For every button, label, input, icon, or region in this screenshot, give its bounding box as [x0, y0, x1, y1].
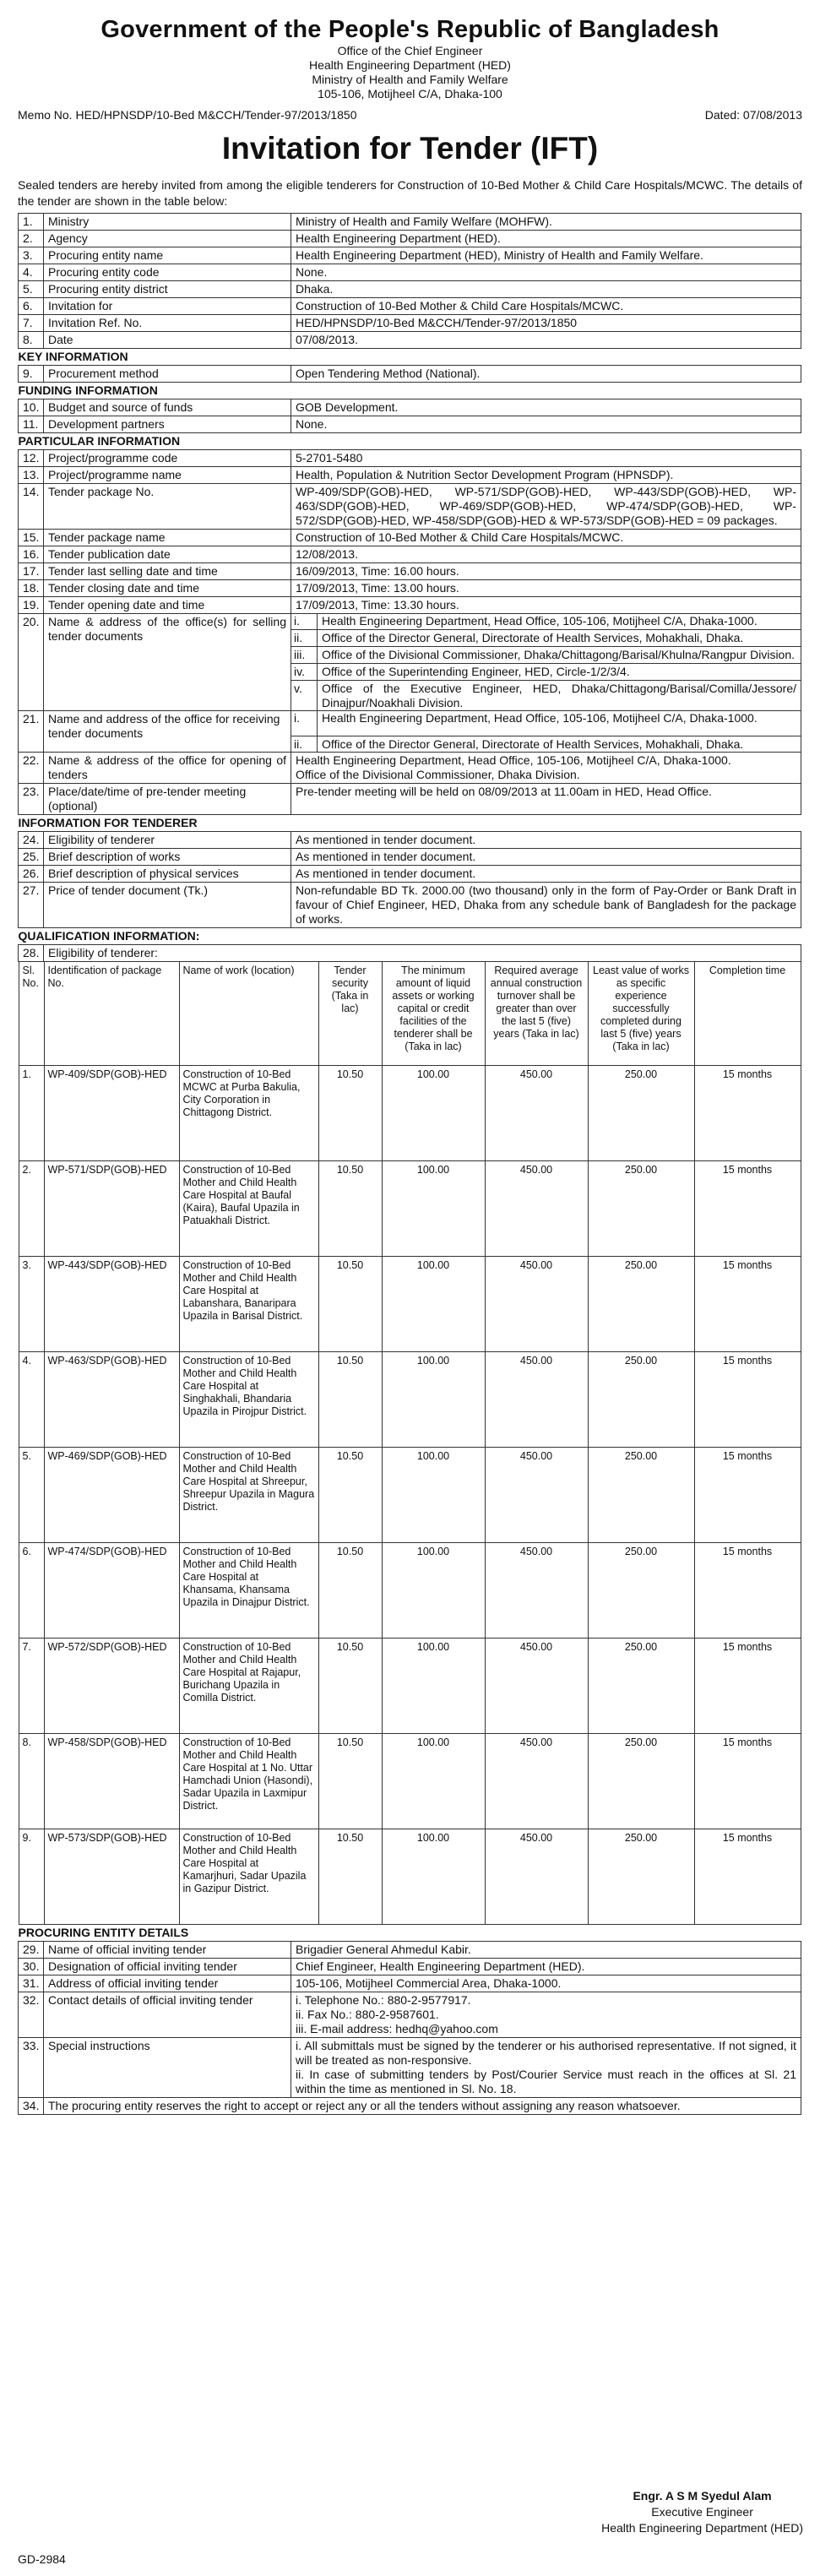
row-label: Project/programme name — [44, 467, 291, 484]
row-number: 6. — [19, 298, 44, 315]
row-value: As mentioned in tender document. — [291, 832, 801, 849]
row-number: 26. — [19, 866, 44, 883]
table-row — [19, 1992, 801, 2038]
sl-cell: 6. — [19, 1543, 44, 1639]
row-number: 13. — [19, 467, 44, 484]
work-cell: Construction of 10-Bed Mother and Child Health Care Hospital at Rajapur, Burichang Upazila in Comilla District. — [179, 1639, 318, 1734]
list-marker: ii. — [291, 630, 318, 647]
row-value: Health Engineering Department (HED). — [291, 231, 801, 247]
package-cell: WP-573/SDP(GOB)-HED — [44, 1829, 179, 1925]
row-label: Special instructions — [44, 2038, 291, 2098]
row-label: Price of tender document (Tk.) — [44, 883, 291, 928]
row-number: 29. — [19, 1942, 44, 1959]
row-number: 23. — [19, 784, 44, 815]
turnover-cell: 450.00 — [485, 1734, 588, 1829]
security-cell: 10.50 — [318, 1352, 382, 1448]
section-information-for-tenderer: INFORMATION FOR TENDERER — [19, 815, 801, 832]
liquid-cell: 100.00 — [382, 1734, 485, 1829]
row-number: 10. — [19, 399, 44, 416]
row-value: GOB Development. — [291, 399, 801, 416]
package-cell: WP-572/SDP(GOB)-HED — [44, 1639, 179, 1734]
experience-cell: 250.00 — [588, 1448, 694, 1543]
list-text: Office of the Executive Engineer, HED, Dhaka/Chittagong/Barisal/Comilla/Jessore/ Dinajpur/Noakhali Division. — [322, 682, 796, 709]
row-value: 17/09/2013, Time: 13.30 hours. — [291, 597, 801, 614]
qualification-header-row — [19, 962, 801, 1066]
row-label: Brief description of works — [44, 849, 291, 866]
row-label: Procurement method — [44, 366, 291, 383]
list-marker: iv. — [291, 664, 318, 681]
row-label: Agency — [44, 231, 291, 247]
row-label: Place/date/time of pre-tender meeting (optional) — [44, 784, 291, 815]
table-row — [19, 1942, 801, 1959]
row-label: Ministry — [44, 214, 291, 231]
row-value: Chief Engineer, Health Engineering Department (HED). — [291, 1959, 801, 1975]
liquid-cell: 100.00 — [382, 1829, 485, 1925]
row-label: Brief description of physical services — [44, 866, 291, 883]
table-row — [19, 1352, 801, 1448]
turnover-cell: 450.00 — [485, 1829, 588, 1925]
list-text: Office of the Divisional Commissioner, Dhaka/Chittagong/Barisal/Khulna/Rangpur Division. — [318, 647, 801, 664]
address-line: 105-106, Motijheel C/A, Dhaka-100 — [318, 87, 502, 101]
col-header-completion: Completion time — [694, 962, 801, 1066]
ministry-line: Ministry of Health and Family Welfare — [312, 73, 508, 86]
opening-office-1: Health Engineering Department, Head Office, 105-106, Motijheel C/A, Dhaka-1000. — [296, 753, 731, 767]
row-number: 15. — [19, 530, 44, 546]
table-row — [19, 597, 801, 614]
list-marker: i. — [291, 710, 318, 736]
work-cell: Construction of 10-Bed Mother and Child Health Care Hospital at Singhakhali, Bhandaria Upazila in Pirojpur District. — [179, 1352, 318, 1448]
list-item — [291, 681, 801, 712]
table-row — [19, 849, 801, 866]
security-cell: 10.50 — [318, 1639, 382, 1734]
table-row — [19, 1448, 801, 1543]
row-label: Name and address of the office for receiving tender documents — [44, 711, 291, 753]
col-header-sl: Sl. No. — [19, 962, 44, 1066]
row-number: 3. — [19, 247, 44, 264]
table-row — [19, 1829, 801, 1925]
row-number: 1. — [19, 214, 44, 231]
completion-cell: 15 months — [694, 1066, 801, 1161]
completion-cell: 15 months — [694, 1161, 801, 1257]
row-value: Health, Population & Nutrition Sector Development Program (HPNSDP). — [291, 467, 801, 484]
list-item — [291, 647, 801, 664]
package-cell: WP-571/SDP(GOB)-HED — [44, 1161, 179, 1257]
row-label: Procuring entity district — [44, 281, 291, 298]
row-value: Brigadier General Ahmedul Kabir. — [291, 1942, 801, 1959]
experience-cell: 250.00 — [588, 1257, 694, 1352]
row-number: 27. — [19, 883, 44, 928]
liquid-cell: 100.00 — [382, 1066, 485, 1161]
col-header-package: Identification of package No. — [44, 962, 179, 1066]
row-value: 5-2701-5480 — [291, 450, 801, 467]
row-value: Pre-tender meeting will be held on 08/09/2013 at 11.00am in HED, Head Office. — [291, 784, 801, 815]
gd-number: GD-2984 — [18, 2552, 66, 2566]
row-label: Tender package name — [44, 530, 291, 546]
col-header-experience: Least value of works as specific experience successfully completed during last 5 (five) years (Taka in lac) — [588, 962, 694, 1066]
table-row — [19, 467, 801, 484]
row-value: As mentioned in tender document. — [291, 866, 801, 883]
col-header-liquid-assets: The minimum amount of liquid assets or working capital or credit facilities of the tenderer shall be (Taka in lac) — [382, 962, 485, 1066]
table-row — [19, 563, 801, 580]
row-label: Development partners — [44, 416, 291, 433]
security-cell: 10.50 — [318, 1543, 382, 1639]
package-cell: WP-443/SDP(GOB)-HED — [44, 1257, 179, 1352]
row-number: 2. — [19, 231, 44, 247]
completion-cell: 15 months — [694, 1829, 801, 1925]
row-label: Date — [44, 332, 291, 349]
table-row — [19, 866, 801, 883]
sl-cell: 3. — [19, 1257, 44, 1352]
row-value: 105-106, Motijheel Commercial Area, Dhaka-1000. — [291, 1975, 801, 1992]
section-heading — [19, 383, 801, 399]
package-cell: WP-463/SDP(GOB)-HED — [44, 1352, 179, 1448]
sl-cell: 2. — [19, 1161, 44, 1257]
table-row — [19, 1257, 801, 1352]
selling-offices-list — [291, 613, 801, 711]
list-text: Office of the Director General, Directorate of Health Services, Mohakhali, Dhaka. — [318, 630, 801, 647]
row-value: Construction of 10-Bed Mother & Child Care Hospitals/MCWC. — [291, 298, 801, 315]
sl-cell: 9. — [19, 1829, 44, 1925]
row-value: None. — [291, 416, 801, 433]
office-line: Office of the Chief Engineer — [337, 44, 483, 57]
row-number: 32. — [19, 1992, 44, 2038]
table-row — [19, 784, 801, 815]
row-number: 14. — [19, 484, 44, 530]
security-cell: 10.50 — [318, 1829, 382, 1925]
row-number: 16. — [19, 546, 44, 563]
table-row — [19, 484, 801, 530]
row-number: 20. — [19, 614, 44, 711]
table-row — [19, 332, 801, 349]
qualification-table-row — [19, 962, 801, 1925]
list-marker: v. — [291, 681, 318, 712]
table-row — [19, 264, 801, 281]
row-value: Construction of 10-Bed Mother & Child Care Hospitals/MCWC. — [291, 530, 801, 546]
experience-cell: 250.00 — [588, 1639, 694, 1734]
row-value: WP-409/SDP(GOB)-HED, WP-571/SDP(GOB)-HED, WP-443/SDP(GOB)-HED, WP-463/SDP(GOB)-HED, WP-469/SDP(GOB)-HED, WP-474/SDP(GOB)-HED, WP-572/SDP(GOB)-HED, WP-458/SDP(GOB)-HED & WP-573/SDP(GOB)-HED = 09 packages. — [291, 484, 801, 530]
package-cell: WP-469/SDP(GOB)-HED — [44, 1448, 179, 1543]
experience-cell: 250.00 — [588, 1161, 694, 1257]
row-value: 16/09/2013, Time: 16.00 hours. — [291, 563, 801, 580]
liquid-cell: 100.00 — [382, 1639, 485, 1734]
sl-cell: 4. — [19, 1352, 44, 1448]
table-row — [19, 214, 801, 231]
row-label: Tender closing date and time — [44, 580, 291, 597]
opening-office-2: Office of the Divisional Commissioner, Dhaka Division. — [296, 768, 580, 781]
row-label: Designation of official inviting tender — [44, 1959, 291, 1975]
row-value — [291, 711, 801, 753]
table-row — [19, 1959, 801, 1975]
work-cell: Construction of 10-Bed Mother and Child Health Care Hospital at Shreepur, Shreepur Upazila in Magura District. — [179, 1448, 318, 1543]
table-row — [19, 298, 801, 315]
row-value: None. — [291, 264, 801, 281]
package-cell: WP-409/SDP(GOB)-HED — [44, 1066, 179, 1161]
work-cell: Construction of 10-Bed Mother and Child Health Care Hospital at Kamarjhuri, Sadar Upazila in Gazipur District. — [179, 1829, 318, 1925]
table-row — [19, 2098, 801, 2115]
row-value: Ministry of Health and Family Welfare (MOHFW). — [291, 214, 801, 231]
table-row — [19, 399, 801, 416]
work-cell: Construction of 10-Bed Mother and Child Health Care Hospital at Labanshara, Banaripara Upazila in Barisal District. — [179, 1257, 318, 1352]
signatory-name: Engr. A S M Syedul Alam — [633, 2489, 772, 2503]
list-marker: i. — [291, 613, 318, 630]
turnover-cell: 450.00 — [485, 1639, 588, 1734]
tender-details-table — [18, 213, 801, 2115]
section-key-information: KEY INFORMATION — [19, 349, 801, 366]
intro-paragraph: Sealed tenders are hereby invited from among the eligible tenderers for Construction of 10-Bed Mother & Child Care Hospitals/MCWC. The details of the tender are shown in the table below: — [18, 178, 802, 208]
col-header-security: Tender security (Taka in lac) — [318, 962, 382, 1066]
turnover-cell: 450.00 — [485, 1161, 588, 1257]
turnover-cell: 450.00 — [485, 1448, 588, 1543]
sl-cell: 7. — [19, 1639, 44, 1734]
row-number: 12. — [19, 450, 44, 467]
section-qualification-information: QUALIFICATION INFORMATION: — [19, 928, 801, 945]
row-label: Eligibility of tenderer — [44, 832, 291, 849]
experience-cell: 250.00 — [588, 1352, 694, 1448]
row-number: 28. — [19, 945, 44, 962]
signatory-title: Executive Engineer — [651, 2505, 753, 2519]
row-label: Address of official inviting tender — [44, 1975, 291, 1992]
row-value: 17/09/2013, Time: 13.00 hours. — [291, 580, 801, 597]
row-number: 25. — [19, 849, 44, 866]
section-heading — [19, 815, 801, 832]
instruction-2: ii. In case of submitting tenders by Post/Courier Service must reach in the offices at Sl. 21 within the time as mentioned in Sl. No. 18. — [296, 2068, 796, 2095]
experience-cell: 250.00 — [588, 1543, 694, 1639]
turnover-cell: 450.00 — [485, 1543, 588, 1639]
security-cell: 10.50 — [318, 1734, 382, 1829]
memo-row — [18, 106, 802, 125]
liquid-cell: 100.00 — [382, 1161, 485, 1257]
receiving-offices-list — [291, 710, 801, 753]
completion-cell: 15 months — [694, 1448, 801, 1543]
table-row — [19, 231, 801, 247]
experience-cell: 250.00 — [588, 1829, 694, 1925]
experience-cell: 250.00 — [588, 1734, 694, 1829]
section-funding-information: FUNDING INFORMATION — [19, 383, 801, 399]
row-number: 22. — [19, 753, 44, 784]
turnover-cell: 450.00 — [485, 1352, 588, 1448]
liquid-cell: 100.00 — [382, 1257, 485, 1352]
table-row — [19, 580, 801, 597]
row-label: Invitation Ref. No. — [44, 315, 291, 332]
work-cell: Construction of 10-Bed Mother and Child Health Care Hospital at 1 No. Uttar Hamchadi Union (Hasondi), Sadar Upazila in Laxmipur District. — [179, 1734, 318, 1829]
memo-date: Dated: 07/08/2013 — [704, 108, 802, 122]
section-particular-information: PARTICULAR INFORMATION — [19, 433, 801, 450]
section-heading — [19, 1925, 801, 1942]
row-value: 07/08/2013. — [291, 332, 801, 349]
list-item — [291, 736, 801, 753]
table-row — [19, 1975, 801, 1992]
row-number: 34. — [19, 2098, 44, 2115]
row-label: Budget and source of funds — [44, 399, 291, 416]
row-value: Non-refundable BD Tk. 2000.00 (two thousand) only in the form of Pay-Order or Bank Draft in favour of Chief Engineer, HED, Dhaka from any schedule bank of Bangladesh for the package of works. — [291, 883, 801, 928]
liquid-cell: 100.00 — [382, 1543, 485, 1639]
work-cell: Construction of 10-Bed Mother and Child Health Care Hospital at Baufal (Kaira), Baufal Upazila in Patuakhali District. — [179, 1161, 318, 1257]
list-text: Health Engineering Department, Head Office, 105-106, Motijheel C/A, Dhaka-1000. — [318, 613, 801, 630]
row-number: 8. — [19, 332, 44, 349]
list-item — [291, 630, 801, 647]
table-row — [19, 2038, 801, 2098]
list-marker: ii. — [291, 736, 318, 753]
row-label: Tender package No. — [44, 484, 291, 530]
work-cell: Construction of 10-Bed MCWC at Purba Bakulia, City Corporation in Chittagong District. — [179, 1066, 318, 1161]
row-value: The procuring entity reserves the right to accept or reject any or all the tenders without assigning any reason whatsoever. — [44, 2098, 801, 2115]
security-cell: 10.50 — [318, 1257, 382, 1352]
telephone-line: i. Telephone No.: 880-2-9577917. — [296, 1993, 471, 2007]
ift-title: Invitation for Tender (IFT) — [221, 131, 599, 166]
row-number: 18. — [19, 580, 44, 597]
turnover-cell: 450.00 — [485, 1257, 588, 1352]
email-line: iii. E-mail address: hedhq@yahoo.com — [296, 2022, 498, 2035]
table-row — [19, 416, 801, 433]
row-value: 12/08/2013. — [291, 546, 801, 563]
table-row — [19, 450, 801, 467]
table-row — [19, 711, 801, 753]
table-row — [19, 1639, 801, 1734]
table-row — [19, 614, 801, 711]
row-label: Procuring entity name — [44, 247, 291, 264]
table-row — [19, 945, 801, 962]
row-value — [291, 1992, 801, 2038]
section-heading — [19, 928, 801, 945]
row-value: As mentioned in tender document. — [291, 849, 801, 866]
list-item — [291, 710, 801, 736]
row-number: 31. — [19, 1975, 44, 1992]
row-label: Name & address of the office(s) for selling tender documents — [44, 614, 291, 711]
col-header-turnover: Required average annual construction turnover shall be greater than over the last 5 (five) years (Taka in lac) — [485, 962, 588, 1066]
row-number: 33. — [19, 2038, 44, 2098]
table-row — [19, 1734, 801, 1829]
row-label: Procuring entity code — [44, 264, 291, 281]
list-item — [291, 664, 801, 681]
department-line: Health Engineering Department (HED) — [309, 58, 511, 72]
row-label: Contact details of official inviting tender — [44, 1992, 291, 2038]
table-row — [19, 1066, 801, 1161]
row-number: 21. — [19, 711, 44, 753]
security-cell: 10.50 — [318, 1066, 382, 1161]
list-text: Office of the Director General, Directorate of Health Services, Mohakhali, Dhaka. — [322, 737, 744, 751]
row-value: Open Tendering Method (National). — [291, 366, 801, 383]
security-cell: 10.50 — [318, 1448, 382, 1543]
row-label: Tender opening date and time — [44, 597, 291, 614]
completion-cell: 15 months — [694, 1257, 801, 1352]
qualification-cell — [19, 962, 801, 1925]
liquid-cell: 100.00 — [382, 1448, 485, 1543]
row-label: Eligibility of tenderer: — [44, 945, 801, 962]
row-label: Invitation for — [44, 298, 291, 315]
section-heading — [19, 433, 801, 450]
row-number: 5. — [19, 281, 44, 298]
completion-cell: 15 months — [694, 1352, 801, 1448]
row-number: 24. — [19, 832, 44, 849]
liquid-cell: 100.00 — [382, 1352, 485, 1448]
list-marker: iii. — [291, 647, 318, 664]
table-row — [19, 315, 801, 332]
sl-cell: 5. — [19, 1448, 44, 1543]
turnover-cell: 450.00 — [485, 1066, 588, 1161]
table-row — [19, 832, 801, 849]
table-row — [19, 1161, 801, 1257]
qualification-table — [19, 961, 801, 1925]
instruction-1: i. All submittals must be signed by the tenderer or his authorised representative. If not signed, it will be treated as non-responsive. — [296, 2039, 796, 2067]
experience-cell: 250.00 — [588, 1066, 694, 1161]
completion-cell: 15 months — [694, 1639, 801, 1734]
signatory-department: Health Engineering Department (HED) — [601, 2521, 803, 2535]
security-cell: 10.50 — [318, 1161, 382, 1257]
row-label: Tender publication date — [44, 546, 291, 563]
row-value: Health Engineering Department (HED), Ministry of Health and Family Welfare. — [291, 247, 801, 264]
row-value — [291, 2038, 801, 2098]
row-number: 19. — [19, 597, 44, 614]
row-number: 17. — [19, 563, 44, 580]
table-row — [19, 1543, 801, 1639]
memo-number: Memo No. HED/HPNSDP/10-Bed M&CCH/Tender-97/2013/1850 — [18, 108, 357, 122]
table-row — [19, 753, 801, 784]
row-number: 4. — [19, 264, 44, 281]
col-header-work: Name of work (location) — [179, 962, 318, 1066]
list-item — [291, 613, 801, 630]
list-text: Health Engineering Department, Head Office, 105-106, Motijheel C/A, Dhaka-1000. — [318, 710, 801, 736]
work-cell: Construction of 10-Bed Mother and Child Health Care Hospital at Khansama, Khansama Upazila in Dinajpur District. — [179, 1543, 318, 1639]
row-value: HED/HPNSDP/10-Bed M&CCH/Tender-97/2013/1850 — [291, 315, 801, 332]
table-row — [19, 366, 801, 383]
fax-line: ii. Fax No.: 880-2-9587601. — [296, 2008, 439, 2021]
sl-cell: 8. — [19, 1734, 44, 1829]
package-cell: WP-458/SDP(GOB)-HED — [44, 1734, 179, 1829]
row-label: Name & address of the office for opening of tenders — [44, 753, 291, 784]
completion-cell: 15 months — [694, 1734, 801, 1829]
row-label: Tender last selling date and time — [44, 563, 291, 580]
row-value: Dhaka. — [291, 281, 801, 298]
completion-cell: 15 months — [694, 1543, 801, 1639]
table-row — [19, 281, 801, 298]
row-label: Project/programme code — [44, 450, 291, 467]
table-row — [19, 883, 801, 928]
sl-cell: 1. — [19, 1066, 44, 1161]
government-title: Government of the People's Republic of Bangladesh — [100, 16, 720, 43]
table-row — [19, 530, 801, 546]
row-label: Name of official inviting tender — [44, 1942, 291, 1959]
row-value — [291, 753, 801, 784]
letterhead — [0, 15, 820, 101]
list-text: Office of the Superintending Engineer, HED, Circle-1/2/3/4. — [318, 664, 801, 681]
row-value — [291, 614, 801, 711]
table-row — [19, 546, 801, 563]
row-number: 30. — [19, 1959, 44, 1975]
section-heading — [19, 349, 801, 366]
table-row — [19, 247, 801, 264]
row-number: 7. — [19, 315, 44, 332]
row-number: 9. — [19, 366, 44, 383]
package-cell: WP-474/SDP(GOB)-HED — [44, 1543, 179, 1639]
signature-block — [601, 2488, 803, 2536]
row-number: 11. — [19, 416, 44, 433]
section-procuring-entity-details: PROCURING ENTITY DETAILS — [19, 1925, 801, 1942]
